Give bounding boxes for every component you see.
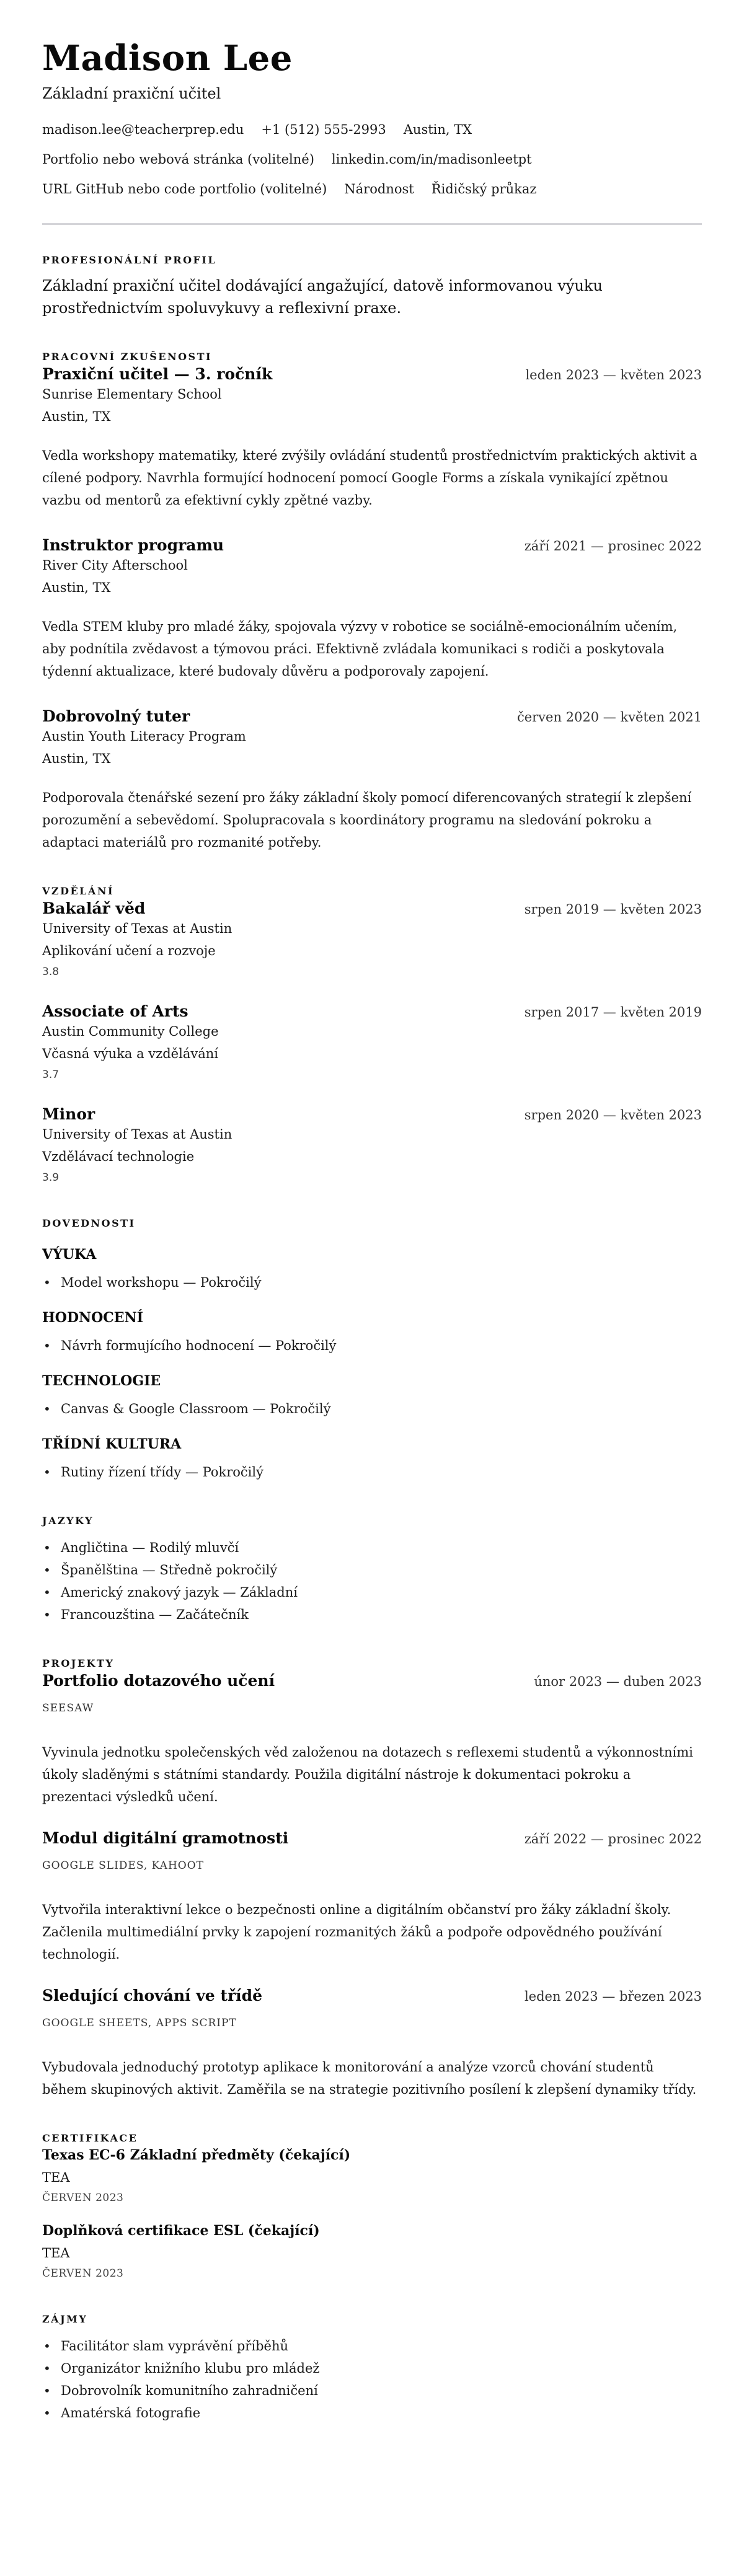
section-languages (42, 1514, 702, 1626)
project-dates: únor 2023 — duben 2023 (534, 1674, 702, 1689)
study-field: Vzdělávací technologie (42, 1149, 195, 1164)
project-description: Vyvinula jednotku společenských věd založenou na dotazech s reflexemi studentů a výkonnostními úkoly sladěnými s státními standardy. Použila digitální nástroje k dokumentaci pokroku a prezentaci výsledků učení. (42, 1745, 693, 1804)
cert-issuer: TEA (42, 2246, 70, 2261)
project-tech: GOOGLE SHEETS, APPS SCRIPT (42, 2017, 237, 2029)
job-title: Praxiční učitel — 3. ročník (42, 365, 273, 383)
project-title: Portfolio dotazového učení (42, 1672, 275, 1690)
job-location: Austin, TX (42, 751, 111, 766)
job-title: Dobrovolný tuter (42, 707, 190, 725)
section-title-skills: DOVEDNOSTI (42, 1217, 136, 1229)
language-item: • Španělština — Středně pokročilý (42, 1559, 702, 1581)
language-item: • Angličtina — Rodilý mluvčí (42, 1537, 702, 1559)
project-description: Vybudovala jednoduchý prototyp aplikace k monitorování a analýze vzorců chování studentů během skupinových aktivit. Zaměřila se na strategie pozitivního posílení k zlepšení dynamiky třídy. (42, 2060, 697, 2097)
project-tech: GOOGLE SLIDES, KAHOOT (42, 1859, 205, 1872)
section-certifications (42, 2132, 702, 2282)
contact-row-links (42, 150, 702, 169)
section-interests (42, 2313, 702, 2424)
job-dates: červen 2020 — květen 2021 (516, 710, 702, 725)
education-entry (42, 1001, 702, 1083)
skill-group-title: VÝUKA (42, 1246, 97, 1263)
contact-linkedin[interactable]: linkedin.com/in/madisonleetpt (331, 152, 532, 167)
study-field: Včasná výuka a vzdělávání (42, 1046, 218, 1061)
candidate-role: Základní praxiční učitel (42, 85, 221, 102)
study-field: Aplikování učení a rozvoje (42, 943, 216, 958)
project-entry (42, 1985, 702, 2101)
header-divider (42, 223, 702, 225)
project-tech: SEESAW (42, 1702, 94, 1714)
cert-title: Doplňková certifikace ESL (čekající) (42, 2223, 320, 2239)
contact-email[interactable]: madison.lee@teacherprep.edu (42, 122, 244, 137)
section-title-education: VZDĚLÁNÍ (42, 885, 114, 897)
skill-group (42, 1435, 702, 1483)
section-projects (42, 1657, 702, 2101)
resume-header (42, 36, 702, 225)
skill-item: • Canvas & Google Classroom — Pokročilý (42, 1398, 702, 1420)
job-employer: River City Afterschool (42, 558, 188, 573)
gpa-value: 3.9 (42, 1171, 60, 1184)
degree-dates: srpen 2019 — květen 2023 (524, 902, 702, 917)
language-item: • Francouzština — Začátečník (42, 1603, 702, 1626)
profile-summary: Základní praxiční učitel dodávající angažující, datově informovanou výuku prostřednictvím spoluvykuvy a reflexivní praxe. (42, 277, 603, 317)
project-title: Modul digitální gramotnosti (42, 1829, 289, 1847)
candidate-name: Madison Lee (42, 38, 293, 79)
job-description: Vedla workshopy matematiky, které zvýšily ovládání studentů prostřednictvím praktických aktivit a cílené podpory. Navrhla formující hodnocení pomocí Google Forms a získala vynikající zpětnou vazbu od mentorů za efektivní cykly zpětné vazby. (42, 448, 698, 508)
job-employer: Sunrise Elementary School (42, 387, 222, 402)
section-title-experience: PRACOVNÍ ZKUŠENOSTI (42, 351, 212, 363)
gpa-value: 3.7 (42, 1069, 60, 1081)
degree-dates: srpen 2020 — květen 2023 (524, 1108, 702, 1123)
project-description: Vytvořila interaktivní lekce o bezpečnosti online a digitálním občanství pro žáky základní školy. Začlenila multimediální prvky k zapojení rozmanitých žáků a podpoře odpovědného používání technologií. (42, 1902, 671, 1962)
education-entry (42, 898, 702, 980)
contact-nationality: Národnost (344, 182, 414, 196)
certification-entry (42, 2221, 702, 2282)
education-entry (42, 1104, 702, 1186)
job-location: Austin, TX (42, 409, 111, 424)
skill-group (42, 1245, 702, 1294)
section-education (42, 884, 702, 1186)
cert-date: ČERVEN 2023 (42, 2267, 124, 2280)
section-profile (42, 254, 702, 319)
skill-item: • Rutiny řízení třídy — Pokročilý (42, 1461, 702, 1483)
project-entry (42, 1828, 702, 1965)
contact-portfolio[interactable]: Portfolio nebo webová stránka (volitelné) (42, 152, 314, 167)
section-experience (42, 350, 702, 854)
interest-item: • Dobrovolník komunitního zahradničení (42, 2380, 702, 2402)
project-entry (42, 1670, 702, 1808)
job-dates: leden 2023 — květen 2023 (525, 368, 702, 382)
job-dates: září 2021 — prosinec 2022 (524, 539, 702, 554)
school-name: University of Texas at Austin (42, 921, 232, 936)
skill-group-title: TECHNOLOGIE (42, 1373, 161, 1389)
school-name: University of Texas at Austin (42, 1127, 232, 1142)
section-title-profile: PROFESIONÁLNÍ PROFIL (42, 254, 217, 266)
cert-date: ČERVEN 2023 (42, 2192, 124, 2204)
interest-item: • Amatérská fotografie (42, 2402, 702, 2424)
section-title-certifications: CERTIFIKACE (42, 2132, 138, 2144)
gpa-value: 3.8 (42, 966, 60, 978)
experience-entry (42, 364, 702, 511)
cert-issuer: TEA (42, 2170, 70, 2185)
project-dates: leden 2023 — březen 2023 (524, 1989, 702, 2004)
skill-group (42, 1308, 702, 1357)
degree-title: Minor (42, 1105, 95, 1123)
cert-title: Texas EC-6 Základní předměty (čekající) (42, 2147, 351, 2163)
skill-group-title: HODNOCENÍ (42, 1310, 143, 1326)
job-employer: Austin Youth Literacy Program (42, 729, 246, 744)
job-location: Austin, TX (42, 580, 111, 595)
skill-group-title: TŘÍDNÍ KULTURA (42, 1436, 182, 1452)
contact-phone[interactable]: +1 (512) 555-2993 (261, 122, 386, 137)
skill-group (42, 1372, 702, 1420)
degree-title: Associate of Arts (42, 1002, 188, 1020)
job-description: Podporovala čtenářské sezení pro žáky základní školy pomocí diferencovaných strategií k zlepšení porozumění a sebevědomí. Spolupracovala s koordinátory programu na sledování pokroku a adaptaci materiálů pro rozmanité potřeby. (42, 790, 692, 850)
section-title-interests: ZÁJMY (42, 2313, 88, 2325)
project-title: Sledující chování ve třídě (42, 1987, 262, 2005)
experience-entry (42, 535, 702, 682)
contact-github[interactable]: URL GitHub nebo code portfolio (volitelné) (42, 182, 327, 196)
interest-item: • Facilitátor slam vyprávění příběhů (42, 2335, 702, 2357)
language-item: • Americký znakový jazyk — Základní (42, 1581, 702, 1603)
contact-drivers-license: Řidičský průkaz (431, 182, 537, 196)
job-title: Instruktor programu (42, 536, 224, 554)
degree-dates: srpen 2017 — květen 2019 (524, 1005, 702, 1020)
skill-item: • Model workshopu — Pokročilý (42, 1271, 702, 1294)
section-title-languages: JAZYKY (42, 1515, 94, 1527)
skill-item: • Návrh formujícího hodnocení — Pokročilý (42, 1334, 702, 1357)
contact-row-primary (42, 120, 702, 139)
section-title-projects: PROJEKTY (42, 1657, 115, 1669)
experience-entry (42, 706, 702, 854)
job-description: Vedla STEM kluby pro mladé žáky, spojovala výzvy v robotice se sociálně-emocionálním učením, aby podnítila zvědavost a týmovou práci. Efektivně zvládala komunikaci s rodiči a poskytovala týdenní aktualizace, které budovaly důvěru a podporovaly zapojení. (42, 619, 678, 679)
certification-entry (42, 2145, 702, 2206)
contact-location: Austin, TX (403, 122, 472, 137)
project-dates: září 2022 — prosinec 2022 (524, 1832, 702, 1846)
degree-title: Bakalář věd (42, 899, 146, 917)
section-skills (42, 1217, 702, 1483)
interest-item: • Organizátor knižního klubu pro mládež (42, 2357, 702, 2380)
school-name: Austin Community College (42, 1024, 219, 1039)
contact-row-extra (42, 180, 702, 198)
